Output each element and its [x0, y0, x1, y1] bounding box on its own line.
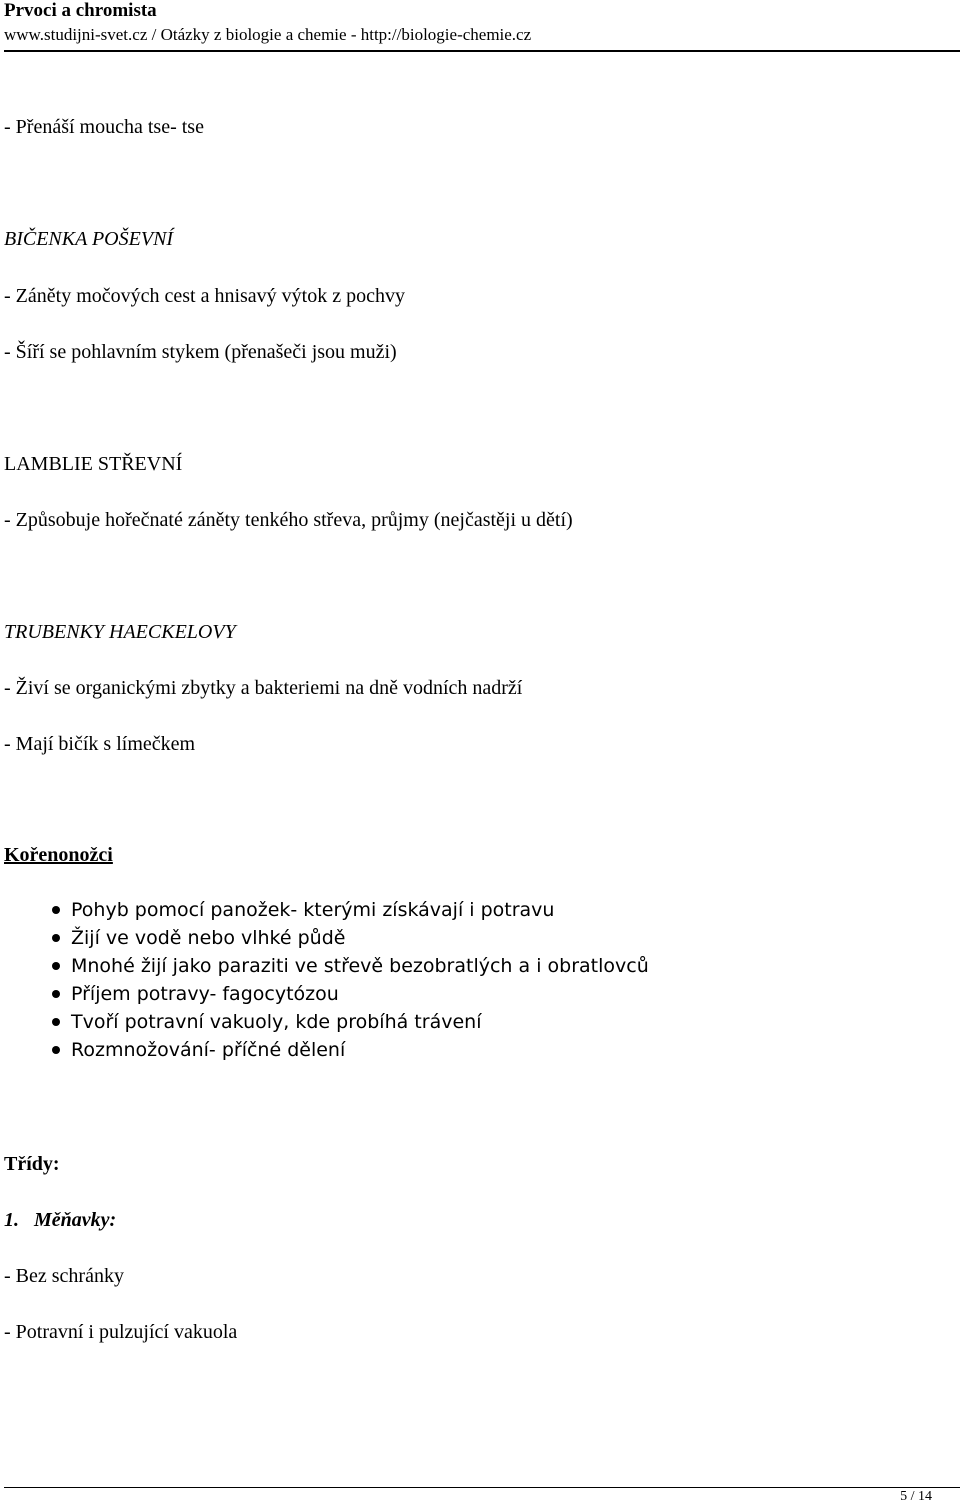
list-item-text: Mnohé žijí jako paraziti ve střevě bezobratlých a i obratlovců — [71, 955, 649, 977]
page-number: 5 / 14 — [900, 1489, 932, 1504]
text-line-maji-bicik: - Mají bičík s límečkem — [4, 733, 196, 755]
page-header — [0, 0, 960, 52]
heading-lamblie-strevni: LAMBLIE STŘEVNÍ — [4, 453, 183, 475]
text-line-zanety: - Záněty močových cest a hnisavý výtok z pochvy — [4, 285, 405, 307]
text-line-zivi-se: - Živí se organickými zbytky a bakteriemi na dně vodních nadrží — [4, 677, 523, 699]
list-item-text: Rozmnožování- příčné dělení — [71, 1039, 346, 1061]
text-line-siri-se: - Šíří se pohlavním stykem (přenašeči jsou muži) — [4, 341, 397, 363]
document-title: Prvoci a chromista — [4, 0, 157, 21]
heading-menavky: 1. Měňavky: — [4, 1209, 117, 1231]
heading-trubenky-haeckelovy: TRUBENKY HAECKELOVY — [4, 621, 236, 643]
text-line-zpusobuje: - Způsobuje hořečnaté záněty tenkého střeva, průjmy (nejčastěji u dětí) — [4, 509, 573, 531]
bullet-icon — [52, 962, 60, 970]
text-line-potravni-vakuola: - Potravní i pulzující vakuola — [4, 1321, 238, 1343]
heading-tridy: Třídy: — [4, 1153, 60, 1175]
bullet-icon — [52, 1046, 60, 1054]
list-item-text: Tvoří potravní vakuoly, kde probíhá trávení — [71, 1011, 482, 1033]
bullet-icon — [52, 934, 60, 942]
list-item-text: Žijí ve vodě nebo vlhké půdě — [71, 927, 346, 949]
document-source: www.studijni-svet.cz / Otázky z biologie a chemie - http://biologie-chemie.cz — [4, 25, 532, 44]
list-item-text: Pohyb pomocí panožek- kterými získávají i potravu — [71, 899, 555, 921]
heading-bicenka-posevni: BIČENKA POŠEVNÍ — [4, 228, 174, 250]
bullet-icon — [52, 906, 60, 914]
text-line-tse-tse: - Přenáší moucha tse- tse — [4, 116, 204, 138]
header-divider — [4, 50, 960, 52]
footer-divider — [4, 1487, 960, 1488]
bullet-icon — [52, 1018, 60, 1026]
list-item-text: Příjem potravy- fagocytózou — [71, 983, 339, 1005]
heading-korenonozci: Kořenonožci — [4, 844, 113, 866]
text-line-bez-schranky: - Bez schránky — [4, 1265, 124, 1287]
bullet-icon — [52, 990, 60, 998]
